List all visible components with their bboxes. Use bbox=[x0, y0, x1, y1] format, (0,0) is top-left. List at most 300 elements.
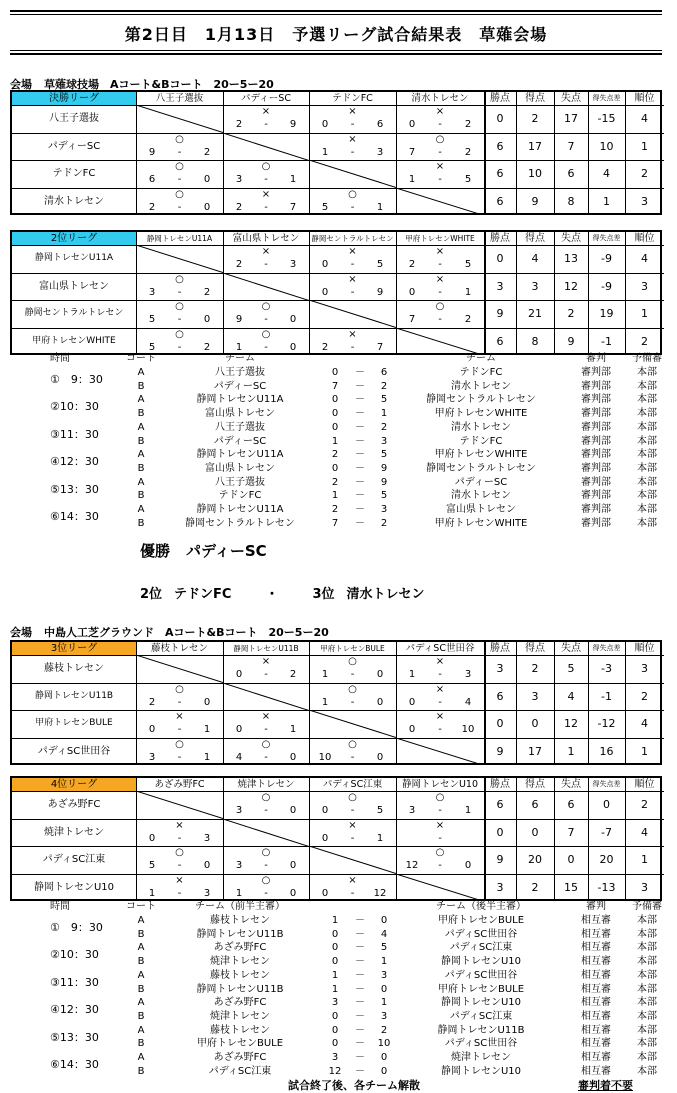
referee: 審判部 bbox=[581, 462, 611, 474]
score-left: 7 bbox=[408, 314, 416, 325]
schedule-row bbox=[10, 407, 662, 421]
score-right: 1 bbox=[464, 805, 472, 816]
away-score: 1 bbox=[380, 408, 388, 420]
stat-value: 2 bbox=[531, 112, 539, 125]
stat-value: 1 bbox=[641, 307, 648, 320]
home-team: 八王子選抜 bbox=[215, 421, 265, 433]
league-name-header: 決勝リーグ bbox=[12, 92, 136, 105]
score-dash: - bbox=[177, 286, 182, 298]
score-right: 0 bbox=[289, 314, 297, 325]
column-team-header: 藤枝トレセン bbox=[150, 643, 208, 654]
away-team: 静岡トレセンU10 bbox=[440, 1065, 522, 1077]
referee: 相互審 bbox=[581, 928, 611, 940]
stat-value: 19 bbox=[599, 307, 614, 320]
match-result-mark: ○ bbox=[175, 683, 184, 695]
third-label: 3位 bbox=[312, 587, 335, 602]
score-left: 0 bbox=[235, 724, 243, 735]
stat-value: 4 bbox=[641, 252, 648, 265]
stat-value: 2 bbox=[531, 662, 539, 675]
home-team: 富山県トレセン bbox=[205, 408, 275, 420]
schedule-row bbox=[10, 914, 662, 928]
away-team: 清水トレセン bbox=[451, 490, 511, 502]
self-match-diagonal bbox=[396, 874, 484, 902]
referee: 審判部 bbox=[581, 449, 611, 461]
stat-value: 7 bbox=[567, 825, 575, 839]
court: B bbox=[137, 1038, 145, 1050]
column-team-header: 八王子選抜 bbox=[155, 93, 204, 104]
home-score: 2 bbox=[331, 504, 339, 515]
score-dash: - bbox=[438, 860, 442, 871]
match-result-mark: ○ bbox=[261, 792, 271, 803]
row-team-name: 静岡トレセンU11A bbox=[34, 253, 114, 263]
score-right: 7 bbox=[376, 341, 384, 353]
separator-dot: ・ bbox=[265, 587, 279, 602]
score-left: 0 bbox=[321, 259, 329, 270]
stat-value: 0 bbox=[496, 825, 504, 839]
score-right: 0 bbox=[376, 696, 384, 708]
away-team: 静岡トレセンU10 bbox=[440, 997, 522, 1009]
match-result-mark: × bbox=[348, 273, 357, 285]
match-result-mark: × bbox=[175, 711, 184, 722]
court: A bbox=[137, 915, 145, 926]
court: A bbox=[137, 476, 145, 488]
referee: 相互審 bbox=[581, 956, 611, 968]
score-dash: － bbox=[355, 997, 365, 1009]
score-right: 1 bbox=[464, 286, 472, 298]
score-left: 0 bbox=[321, 286, 329, 298]
stat-value: -1 bbox=[601, 689, 612, 703]
schedule-row bbox=[10, 955, 662, 969]
match-result-mark: × bbox=[435, 161, 445, 172]
home-team: 焼津トレセン bbox=[210, 1010, 270, 1022]
self-match-diagonal bbox=[136, 791, 223, 819]
home-score: 0 bbox=[331, 1038, 339, 1050]
referee: 審判部 bbox=[581, 408, 611, 420]
stat-value: 6 bbox=[496, 194, 504, 208]
away-score: 4 bbox=[380, 928, 388, 940]
match-result-mark: × bbox=[348, 874, 357, 886]
stat-value: 12 bbox=[564, 279, 578, 293]
winner-line bbox=[140, 540, 267, 561]
home-team: あざみ野FC bbox=[213, 997, 267, 1009]
referee: 相互審 bbox=[581, 1052, 611, 1063]
stat-value: 9 bbox=[531, 194, 539, 208]
schedule-row bbox=[10, 517, 662, 531]
court: A bbox=[137, 367, 145, 378]
score-dash: - bbox=[177, 201, 182, 213]
venue-2 bbox=[10, 626, 329, 640]
kickoff-time: ⑥14：30 bbox=[50, 510, 99, 523]
score-left: 0 bbox=[321, 805, 329, 816]
score-left: 9 bbox=[235, 314, 243, 325]
home-score: 2 bbox=[331, 449, 339, 461]
stat-value: 17 bbox=[528, 744, 542, 758]
kickoff-time: ④12：30 bbox=[50, 455, 99, 469]
score-dash: - bbox=[264, 860, 268, 871]
column-team-header: 静岡セントラルトレセン bbox=[311, 234, 394, 243]
score-right: 0 bbox=[289, 805, 297, 816]
reserve-referee: 本部 bbox=[637, 969, 657, 981]
score-right: 0 bbox=[376, 751, 384, 763]
court: B bbox=[137, 462, 145, 474]
away-team: パディSC江東 bbox=[449, 942, 513, 954]
court: B bbox=[137, 517, 145, 529]
self-match-diagonal bbox=[223, 819, 309, 847]
stat-value: 1 bbox=[641, 139, 648, 153]
score-left: 0 bbox=[321, 832, 329, 844]
row-team-name: あざみ野FC bbox=[47, 799, 101, 810]
stat-value: -9 bbox=[601, 279, 612, 293]
away-score: 0 bbox=[380, 1065, 388, 1077]
score-dash: - bbox=[177, 696, 182, 708]
score-left: 9 bbox=[148, 146, 156, 158]
home-score: 1 bbox=[331, 983, 339, 995]
stat-header: 得失点差 bbox=[592, 644, 621, 652]
schedule-row bbox=[10, 489, 662, 503]
score-dash: - bbox=[350, 119, 355, 130]
second-team: テドンFC bbox=[174, 587, 232, 602]
reserve-referee: 本部 bbox=[637, 476, 657, 488]
schedule-row bbox=[10, 1051, 662, 1065]
score-dash: - bbox=[264, 724, 268, 735]
score-right: 1 bbox=[376, 201, 384, 213]
reserve-referee: 本部 bbox=[637, 449, 657, 461]
match-result-mark: × bbox=[261, 246, 271, 257]
schedule-row bbox=[10, 1024, 662, 1038]
score-dash: － bbox=[355, 928, 365, 940]
home-score: 0 bbox=[331, 408, 339, 420]
score-left: 1 bbox=[408, 669, 416, 680]
away-team: 静岡トレセンU11B bbox=[437, 1024, 525, 1036]
score-left: 7 bbox=[408, 146, 416, 158]
score-left: 1 bbox=[408, 174, 416, 185]
court-header: コート bbox=[126, 901, 156, 912]
score-dash: － bbox=[355, 449, 365, 461]
schedule-row bbox=[10, 983, 662, 997]
court: B bbox=[137, 1065, 145, 1077]
stat-header: 得点 bbox=[525, 779, 545, 790]
schedule-row bbox=[10, 462, 662, 476]
match-result-mark: × bbox=[348, 133, 357, 145]
league-name-header: 2位リーグ bbox=[12, 232, 136, 245]
home-score: 0 bbox=[331, 394, 339, 406]
self-match-diagonal bbox=[396, 328, 484, 356]
title-rule-top-2 bbox=[10, 14, 662, 15]
score-dash: - bbox=[350, 669, 355, 680]
home-score: 12 bbox=[328, 1065, 342, 1077]
away-score: 1 bbox=[380, 997, 388, 1009]
score-right: 1 bbox=[376, 832, 384, 844]
score-right: 9 bbox=[289, 119, 297, 130]
reserve-referee: 本部 bbox=[637, 1065, 657, 1077]
referee-header: 審判 bbox=[586, 901, 606, 912]
match-result-mark: × bbox=[435, 656, 445, 667]
match-result-mark: ○ bbox=[348, 792, 357, 803]
score-dash: - bbox=[350, 286, 355, 298]
home-team: 富山県トレセン bbox=[205, 462, 275, 474]
score-dash: － bbox=[355, 983, 365, 995]
home-team: パディーSC bbox=[213, 380, 267, 392]
stat-value: 20 bbox=[599, 853, 614, 866]
kickoff-time: ⑥14：30 bbox=[50, 1058, 99, 1071]
score-left: 2 bbox=[408, 259, 416, 270]
referee: 審判部 bbox=[581, 421, 611, 433]
home-team: 藤枝トレセン bbox=[210, 1024, 270, 1036]
away-team: パディSC世田谷 bbox=[444, 1038, 518, 1050]
title-rule-top-1 bbox=[10, 10, 662, 12]
score-left: 1 bbox=[235, 887, 243, 899]
away-score: 2 bbox=[380, 380, 388, 392]
score-left: 0 bbox=[235, 669, 243, 680]
venue-1-name: 草薙球技場 Aコート&Bコート 20ー5ー20 bbox=[44, 78, 274, 91]
kickoff-time: ②10：30 bbox=[50, 400, 99, 414]
league-name-header: 4位リーグ bbox=[12, 778, 136, 791]
reserve-referee: 本部 bbox=[637, 421, 657, 433]
match-result-mark: ○ bbox=[175, 328, 184, 340]
home-team: 藤枝トレセン bbox=[210, 915, 270, 926]
stat-value: 10 bbox=[528, 167, 542, 180]
home-score: 3 bbox=[331, 1052, 339, 1063]
score-dash: - bbox=[264, 669, 268, 680]
time-header: 時間 bbox=[50, 901, 70, 912]
stat-value: 9 bbox=[567, 334, 575, 348]
stat-value: 2 bbox=[641, 334, 648, 348]
referee: 審判部 bbox=[581, 367, 611, 378]
stat-value: 1 bbox=[641, 853, 648, 866]
stat-header: 得点 bbox=[525, 643, 545, 654]
score-right: 0 bbox=[203, 201, 211, 213]
away-team: 清水トレセン bbox=[451, 421, 511, 433]
match-result-mark: × bbox=[435, 819, 445, 831]
home-team: パディSC江東 bbox=[208, 1065, 272, 1077]
stat-value: 12 bbox=[564, 717, 578, 730]
score-right: 2 bbox=[464, 146, 472, 158]
schedule-row bbox=[10, 941, 662, 955]
score-dash: - bbox=[350, 259, 355, 270]
home-score: 0 bbox=[331, 1010, 339, 1022]
match-result-mark: ○ bbox=[261, 301, 271, 312]
column-team-header: 甲府トレセンBULE bbox=[320, 644, 385, 653]
match-result-mark: ○ bbox=[175, 738, 184, 750]
row-team-name: パディSC世田谷 bbox=[37, 745, 111, 757]
team2-header: チーム bbox=[466, 353, 496, 364]
score-right: 1 bbox=[289, 724, 297, 735]
court: B bbox=[137, 380, 145, 392]
stat-value: 4 bbox=[603, 167, 610, 180]
score-dash: - bbox=[264, 751, 268, 763]
score-dash: - bbox=[438, 805, 442, 816]
schedule-1 bbox=[10, 352, 662, 530]
away-score: 3 bbox=[380, 504, 388, 515]
score-left: 2 bbox=[148, 201, 156, 213]
score-right: 0 bbox=[289, 751, 297, 763]
stat-value: 6 bbox=[567, 798, 575, 811]
score-dash: - bbox=[264, 119, 268, 130]
match-result-mark: × bbox=[348, 819, 357, 831]
score-dash: － bbox=[355, 956, 365, 968]
home-score: 1 bbox=[331, 490, 339, 502]
score-right: 2 bbox=[464, 119, 472, 130]
stat-value: 0 bbox=[603, 798, 610, 811]
stat-value: 8 bbox=[531, 334, 539, 348]
team1-header: チーム bbox=[225, 353, 255, 364]
score-dash: － bbox=[355, 476, 365, 488]
stat-value: 3 bbox=[496, 279, 504, 293]
schedule-header bbox=[10, 900, 662, 914]
stat-value: 0 bbox=[531, 717, 539, 730]
home-team: 藤枝トレセン bbox=[210, 969, 270, 981]
stat-value: 16 bbox=[599, 744, 614, 758]
reserve-referee: 本部 bbox=[637, 394, 657, 406]
score-dash: - bbox=[438, 259, 442, 270]
kickoff-time: ① 9：30 bbox=[50, 373, 103, 386]
match-result-mark: × bbox=[348, 246, 357, 257]
court: A bbox=[137, 394, 145, 406]
stat-header: 勝点 bbox=[490, 779, 510, 790]
score-right: 2 bbox=[289, 669, 297, 680]
match-result-mark: × bbox=[261, 711, 271, 722]
away-team: 静岡セントラルトレセン bbox=[426, 462, 536, 474]
score-right bbox=[458, 833, 478, 845]
referee: 相互審 bbox=[581, 1010, 611, 1022]
stat-value: 21 bbox=[528, 307, 542, 320]
schedule-row bbox=[10, 435, 662, 449]
score-left: 5 bbox=[148, 341, 156, 353]
stat-header: 失点 bbox=[561, 643, 581, 654]
team1-header: チーム（前半主審） bbox=[195, 901, 285, 912]
court: A bbox=[137, 1052, 145, 1063]
home-team: 静岡トレセンU11B bbox=[196, 983, 284, 995]
score-right: 4 bbox=[464, 696, 472, 708]
away-team: パディSC世田谷 bbox=[444, 928, 518, 940]
referee: 相互審 bbox=[581, 1065, 611, 1077]
score-left: 2 bbox=[321, 341, 329, 353]
reserve-referee: 本部 bbox=[637, 367, 657, 378]
away-team: テドンFC bbox=[459, 435, 503, 447]
referee: 相互審 bbox=[581, 1038, 611, 1050]
match-result-mark: ○ bbox=[261, 161, 271, 172]
self-match-diagonal bbox=[223, 683, 309, 711]
stat-value: -15 bbox=[597, 112, 616, 125]
match-result-mark: ○ bbox=[175, 273, 184, 285]
match-result-mark: × bbox=[261, 656, 271, 667]
row-team-name: 八王子選抜 bbox=[49, 113, 99, 124]
stat-value: 4 bbox=[641, 825, 648, 839]
home-score: 0 bbox=[331, 367, 339, 378]
stat-header: 順位 bbox=[634, 93, 655, 104]
schedule-row bbox=[10, 1010, 662, 1024]
score-dash: - bbox=[177, 724, 182, 735]
score-dash: - bbox=[438, 314, 442, 325]
stat-value: 9 bbox=[496, 744, 504, 758]
match-result-mark: × bbox=[435, 273, 445, 285]
score-dash: - bbox=[177, 860, 182, 871]
footer-ref-note: 審判着不要 bbox=[578, 1079, 633, 1092]
stat-header: 失点 bbox=[561, 93, 581, 104]
reserve-header: 予備審 bbox=[632, 901, 662, 912]
score-dash: - bbox=[350, 146, 355, 158]
match-result-mark: ○ bbox=[175, 188, 184, 200]
row-team-name: テドンFC bbox=[52, 168, 96, 179]
kickoff-time: ②10：30 bbox=[50, 948, 99, 962]
away-score: 2 bbox=[380, 1024, 388, 1036]
score-right: 0 bbox=[203, 314, 211, 325]
score-left: 0 bbox=[148, 832, 156, 844]
self-match-diagonal bbox=[223, 273, 309, 301]
score-dash: － bbox=[355, 517, 365, 529]
away-team: 甲府トレセンBULE bbox=[437, 915, 525, 926]
page-title: 第2日目 1月13日 予選リーグ試合結果表 草薙会場 bbox=[124, 25, 548, 44]
home-score: 1 bbox=[331, 435, 339, 447]
court: B bbox=[137, 408, 145, 420]
stat-value: 4 bbox=[641, 112, 648, 125]
score-right: 2 bbox=[203, 146, 211, 158]
score-dash: － bbox=[355, 1065, 365, 1077]
score-dash: - bbox=[177, 751, 182, 763]
title-rule-bottom-1 bbox=[10, 50, 662, 51]
match-result-mark: × bbox=[348, 106, 357, 117]
league-table bbox=[10, 640, 662, 765]
score-left: 0 bbox=[408, 286, 416, 298]
third-team: 清水トレセン bbox=[346, 587, 425, 602]
row-team-name: 静岡トレセンU10 bbox=[33, 881, 115, 893]
stat-value: 6 bbox=[496, 689, 504, 703]
score-dash: － bbox=[355, 462, 365, 474]
score-dash: － bbox=[355, 1038, 365, 1050]
stat-value: 1 bbox=[641, 744, 648, 758]
score-dash: - bbox=[177, 314, 182, 325]
score-right: 5 bbox=[464, 174, 472, 185]
match-result-mark: ○ bbox=[261, 874, 271, 886]
winner-label: 優勝 bbox=[140, 542, 171, 560]
score-dash: - bbox=[350, 341, 355, 353]
match-result-mark: ○ bbox=[348, 738, 357, 750]
stat-value: 0 bbox=[496, 252, 504, 265]
court: A bbox=[137, 942, 145, 954]
home-score: 0 bbox=[331, 942, 339, 954]
league-name-header: 3位リーグ bbox=[12, 642, 136, 655]
score-dash: - bbox=[264, 174, 268, 185]
court: B bbox=[137, 435, 145, 447]
score-dash: － bbox=[355, 394, 365, 406]
score-dash: - bbox=[350, 751, 355, 763]
self-match-diagonal bbox=[309, 710, 396, 738]
away-score: 5 bbox=[380, 394, 388, 406]
stat-value: 5 bbox=[567, 662, 575, 675]
self-match-diagonal bbox=[309, 846, 396, 874]
placings-line bbox=[140, 583, 425, 602]
row-team-name: 富山県トレセン bbox=[39, 280, 109, 292]
away-score: 0 bbox=[380, 1052, 388, 1063]
score-dash: - bbox=[177, 887, 182, 899]
stat-value: 2 bbox=[641, 798, 648, 811]
referee: 相互審 bbox=[581, 915, 611, 926]
score-dash: - bbox=[264, 201, 268, 213]
kickoff-time: ③11：30 bbox=[50, 975, 99, 989]
home-team: 焼津トレセン bbox=[210, 956, 270, 968]
stat-value: 3 bbox=[641, 880, 648, 894]
league-table bbox=[10, 776, 662, 901]
away-score: 0 bbox=[380, 983, 388, 995]
score-right: 0 bbox=[289, 887, 297, 899]
score-left: 3 bbox=[408, 805, 416, 816]
self-match-diagonal bbox=[136, 245, 223, 273]
score-dash: － bbox=[355, 969, 365, 981]
stat-header: 得点 bbox=[525, 233, 545, 244]
referee: 審判部 bbox=[581, 394, 611, 406]
referee: 相互審 bbox=[581, 942, 611, 954]
stat-header: 失点 bbox=[561, 233, 581, 244]
